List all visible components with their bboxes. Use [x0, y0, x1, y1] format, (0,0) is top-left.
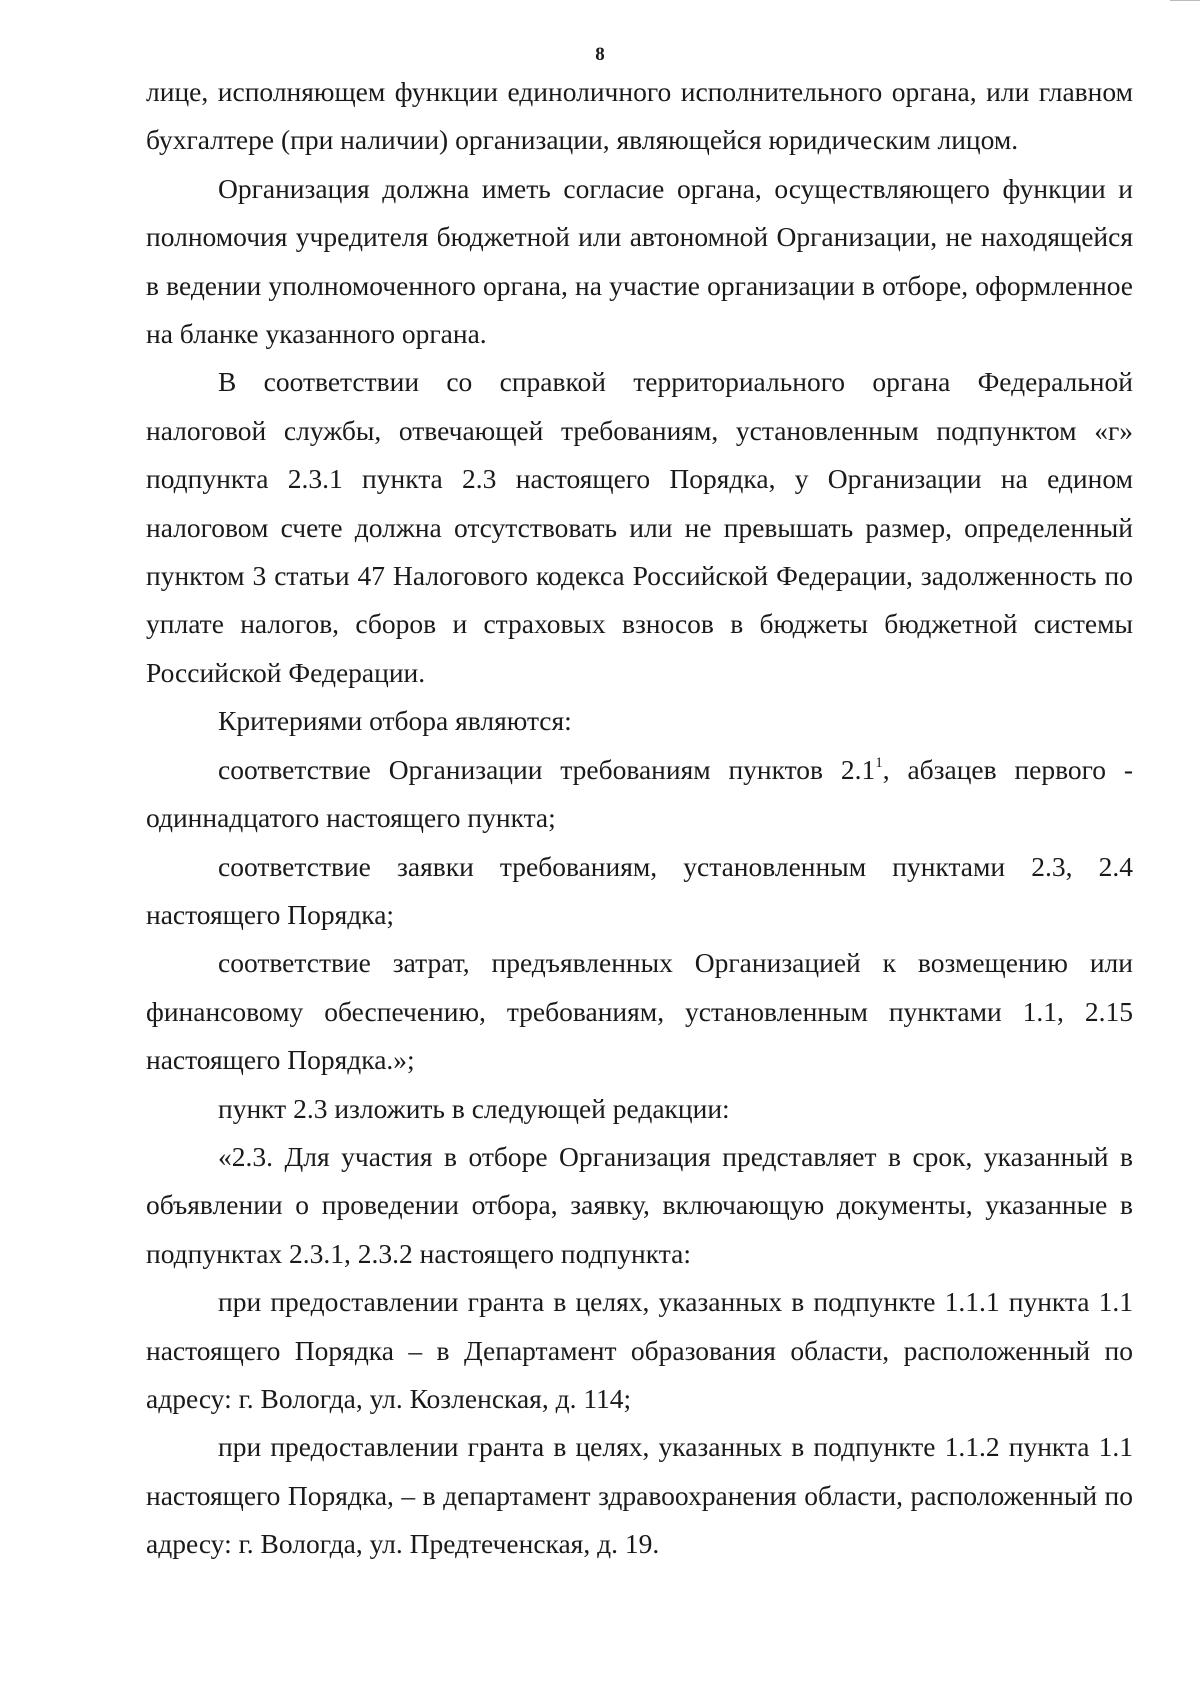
paragraph-criterion-organization — [146, 746, 1133, 843]
paragraph-amendment-instruction: пункт 2.3 изложить в следующей редакции: — [218, 1092, 730, 1124]
paragraph-founder-consent: Организация должна иметь согласие органа, осуществляющего функции и полномочия учредителя бюджетной или автономной Организации, не находящейся в ведении уполномоченного органа, на участие организации в отборе, оформленное на бланке указанного органа. — [146, 172, 1133, 350]
paragraph-criterion-costs: соответствие затрат, предъявленных Организацией к возмещению или финансовому обеспечению, требованиям, установленным пунктами 1.1, 2.15 настоящего Порядка.»; — [146, 947, 1133, 1076]
paragraph-tax-debt: В соответствии со справкой территориального органа Федеральной налоговой службы, отвечающей требованиям, установленным подпунктом «г» подпункта 2.3.1 пункта 2.3 настоящего Порядка, у Организации на едином налоговом счете должна отсутствовать или не превышать размер, определенный пунктом 3 статьи 47 Налогового кодекса Российской Федерации, задолженность по уплате налогов, сборов и страховых взносов в бюджеты бюджетной системы Российской Федерации. — [146, 366, 1133, 688]
footnote-superscript: 1 — [875, 754, 883, 771]
paragraph-continuation: лице, исполняющем функции единоличного исполнительного органа, или главном бухгалтере (при наличии) организации, являющейся юридическим лицом. — [146, 76, 1133, 156]
paragraph-criteria-heading: Критериями отбора являются: — [218, 705, 572, 737]
paragraph-education-department: при предоставлении гранта в целях, указанных в подпункте 1.1.1 пункта 1.1 настоящего Порядка – в Департамент образования области, расположенный по адресу: г. Вологда, ул. Козленская, д. 114; — [146, 1286, 1133, 1414]
paragraph-clause-2-3: «2.3. Для участия в отборе Организация представляет в срок, указанный в объявлении о проведении отбора, заявку, включающую документы, указанные в подпунктах 2.3.1, 2.3.2 настоящего подпункта: — [146, 1140, 1133, 1269]
page-number: 8 — [595, 44, 605, 65]
criterion-organization-text-end: , абзацев первого - одиннадцатого настоящего пункта; — [146, 753, 1133, 834]
scan-edge-mark — [1170, 0, 1200, 11]
document-body — [146, 68, 1133, 1569]
paragraph-criterion-application: соответствие заявки требованиям, установленным пунктами 2.3, 2.4 настоящего Порядка; — [146, 850, 1133, 930]
criterion-organization-text: соответствие Организации требованиям пунктов 2.1 — [218, 753, 876, 785]
paragraph-health-department: при предоставлении гранта в целях, указанных в подпункте 1.1.2 пункта 1.1 настоящего Порядка, – в департамент здравоохранения области, расположенный по адресу: г. Вологда, ул. Предтеченская, д. 19. — [146, 1431, 1133, 1560]
